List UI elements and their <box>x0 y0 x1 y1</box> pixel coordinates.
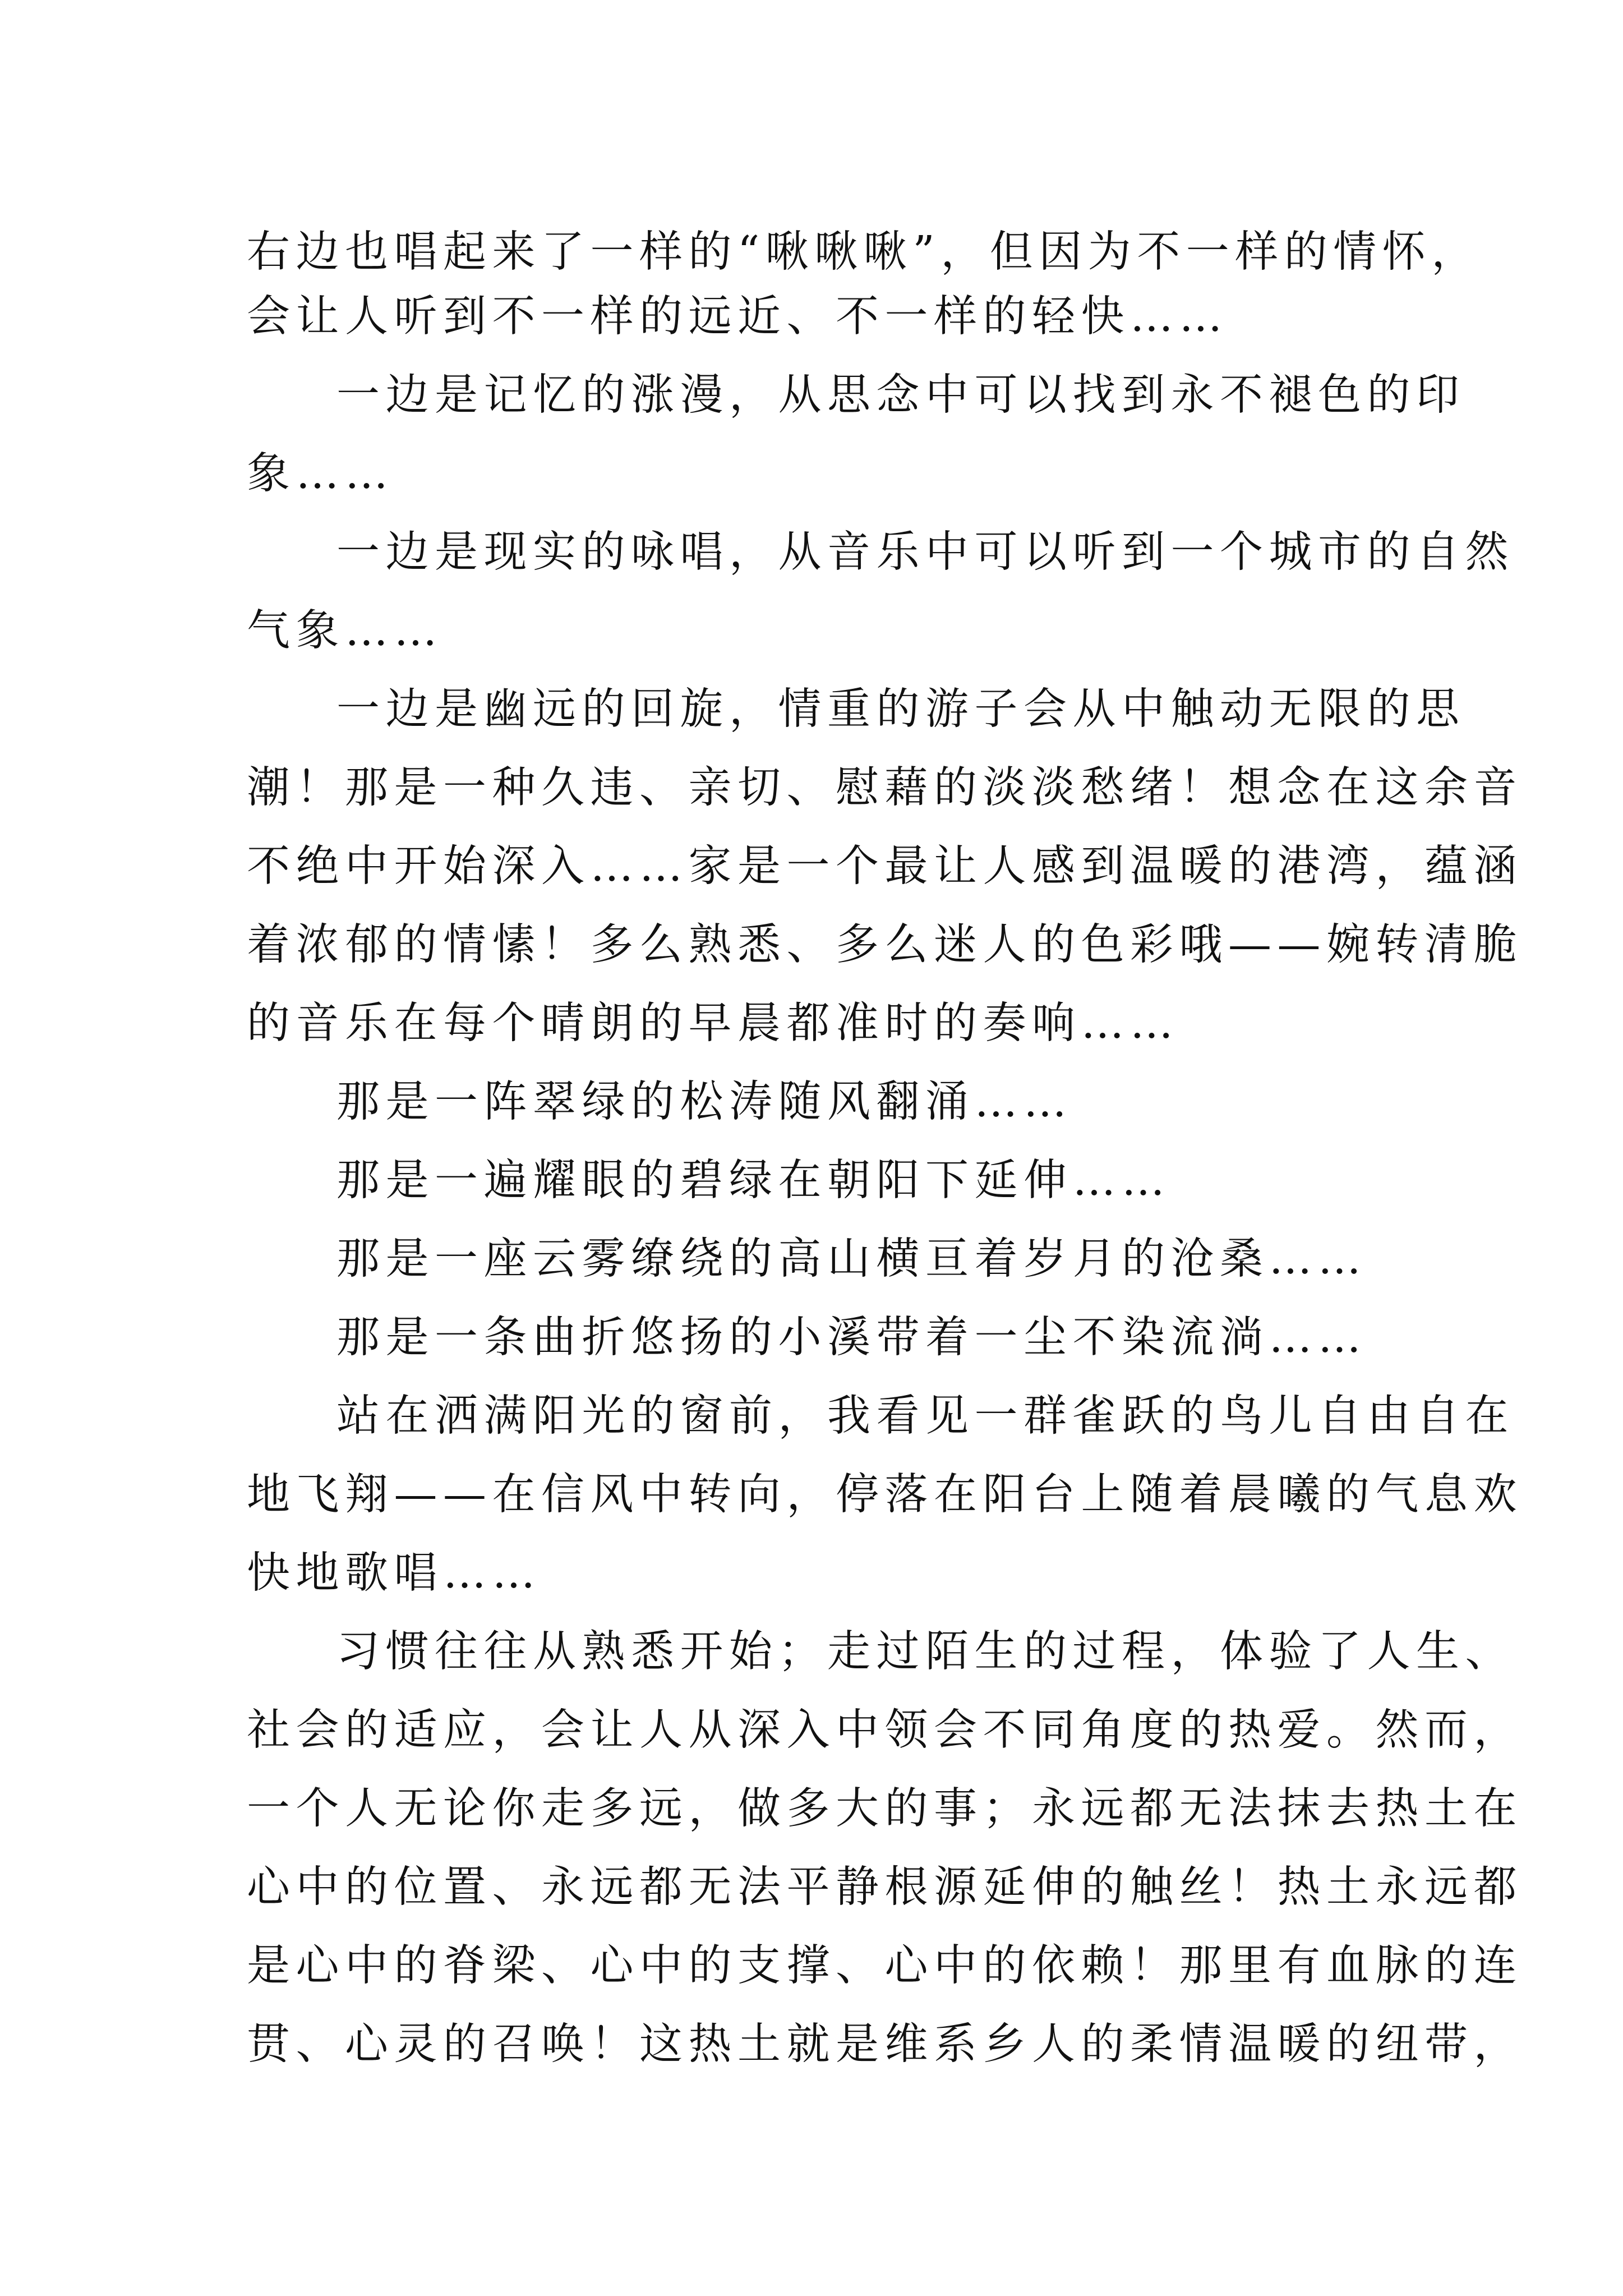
text-line: 那是一遍耀眼的碧绿在朝阳下延伸…… <box>336 1156 1171 1205</box>
text-line: 贯、心灵的召唤！这热土就是维系乡人的柔情温暖的纽带， <box>247 2019 1523 2069</box>
text-line: 那是一条曲折悠扬的小溪带着一尘不染流淌…… <box>336 1313 1367 1363</box>
text-line: 右边也唱起来了一样的“啾啾啾”，但因为不一样的情怀， <box>247 227 1481 277</box>
text-line: 地飞翔——在信风中转向，停落在阳台上随着晨曦的气息欢 <box>247 1470 1523 1520</box>
text-line: 潮！那是一种久违、亲切、慰藉的淡淡愁绪！想念在这余音 <box>247 763 1523 813</box>
text-line: 是心中的脊梁、心中的支撑、心中的依赖！那里有血脉的连 <box>247 1941 1523 1991</box>
text-line: 不绝中开始深入……家是一个最让人感到温暖的港湾，蕴涵 <box>247 841 1523 891</box>
text-line: 站在洒满阳光的窗前，我看见一群雀跃的鸟儿自由自在 <box>336 1391 1514 1441</box>
text-line: 习惯往往从熟悉开始；走过陌生的过程，体验了人生、 <box>336 1627 1514 1677</box>
text-line: 一边是记忆的涨漫，从思念中可以找到永不褪色的印 <box>336 370 1465 420</box>
text-line: 会让人听到不一样的远近、不一样的轻快…… <box>247 292 1228 342</box>
text-line: 一边是幽远的回旋，情重的游子会从中触动无限的思 <box>336 684 1465 734</box>
text-line: 社会的适应，会让人从深入中领会不同角度的热爱。然而， <box>247 1705 1523 1755</box>
text-line: 那是一阵翠绿的松涛随风翻涌…… <box>336 1077 1073 1127</box>
text-line: 一边是现实的咏唱，从音乐中可以听到一个城市的自然 <box>336 527 1514 577</box>
text-line: 象…… <box>247 449 394 499</box>
text-line: 快地歌唱…… <box>247 1548 541 1598</box>
text-line: 心中的位置、永远都无法平静根源延伸的触丝！热土永远都 <box>247 1862 1523 1912</box>
text-line: 气象…… <box>247 606 443 656</box>
text-line: 的音乐在每个晴朗的早晨都准时的奏响…… <box>247 999 1179 1048</box>
text-line: 着浓郁的情愫！多么熟悉、多么迷人的色彩哦——婉转清脆 <box>247 920 1523 970</box>
text-line: 那是一座云雾缭绕的高山横亘着岁月的沧桑…… <box>336 1234 1367 1284</box>
text-line: 一个人无论你走多远，做多大的事；永远都无法抹去热土在 <box>247 1784 1523 1834</box>
